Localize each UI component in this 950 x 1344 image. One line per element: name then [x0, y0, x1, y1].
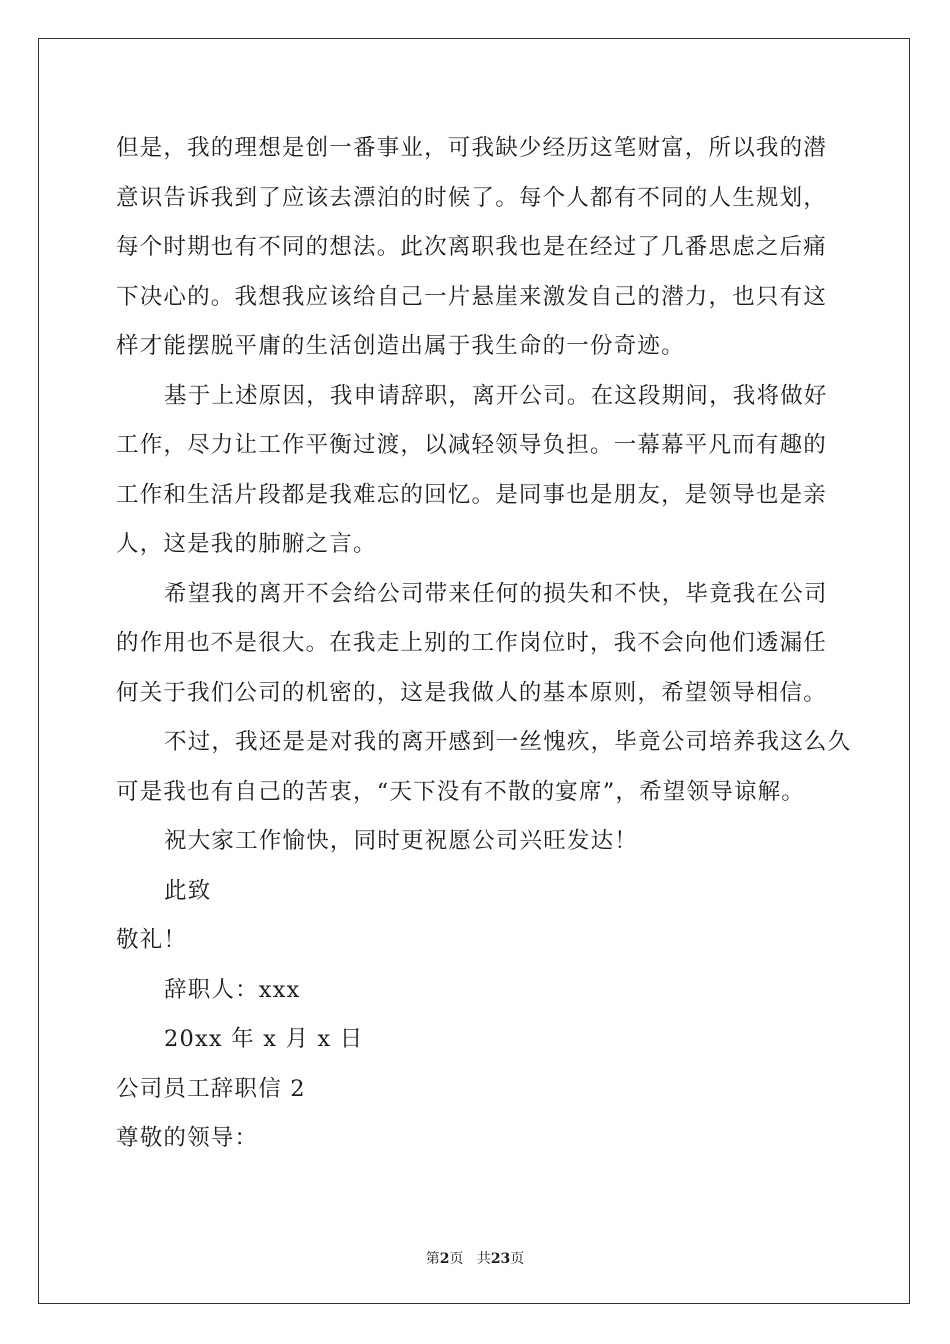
- text-line: 工作，尽力让工作平衡过渡，以减轻领导负担。一幕幕平凡而有趣的: [116, 432, 828, 458]
- text-line: 何关于我们公司的机密的，这是我做人的基本原则，希望领导相信。: [116, 679, 828, 706]
- salutation-closing: 此致: [164, 877, 212, 904]
- text-line: 工作和生活片段都是我难忘的回忆。是同事也是朋友，是领导也是亲: [116, 481, 828, 508]
- footer-prefix: 第: [425, 1251, 440, 1267]
- footer-total-suffix: 页: [510, 1251, 525, 1267]
- footer-page-word: 页: [449, 1251, 464, 1267]
- text-line: 人，这是我的肺腑之言。: [116, 531, 377, 557]
- salutation-regards: 敬礼！: [116, 927, 188, 953]
- paragraph-start: 不过，我还是是对我的离开感到一丝愧疚，毕竟公司培养我这么久: [164, 729, 852, 755]
- document-body: [116, 124, 852, 1164]
- total-page-count: 23: [490, 1251, 511, 1267]
- footer-total-prefix: 共: [476, 1251, 491, 1267]
- paragraph-start: 希望我的离开不会给公司带来任何的损失和不快，毕竟我在公司: [164, 580, 828, 607]
- closing-wish: 祝大家工作愉快，同时更祝愿公司兴旺发达！: [164, 828, 639, 854]
- text-line: 每个时期也有不同的想法。此次离职我也是在经过了几番思虑之后痛: [116, 234, 828, 260]
- paragraph-start: 基于上述原因，我申请辞职，离开公司。在这段期间，我将做好: [164, 382, 828, 409]
- text-line: 的作用也不是很大。在我走上别的工作岗位时，我不会向他们透漏任: [116, 630, 828, 656]
- current-page-number: 2: [439, 1251, 450, 1267]
- section-title: 公司员工辞职信 2: [116, 1075, 306, 1102]
- letter-greeting: 尊敬的领导：: [116, 1125, 259, 1151]
- page-footer: [0, 1248, 950, 1268]
- signature-name: 辞职人：xxx: [164, 976, 301, 1003]
- text-line: 可是我也有自己的苦衷，“天下没有不散的宴席”，希望领导谅解。: [116, 778, 806, 805]
- text-line: 但是，我的理想是创一番事业，可我缺少经历这笔财富，所以我的潜: [116, 135, 828, 161]
- signature-date: 20xx 年 x 月 x 日: [164, 1026, 364, 1052]
- text-line: 下决心的。我想我应该给自己一片悬崖来激发自己的潜力，也只有这: [116, 283, 828, 310]
- text-line: 意识告诉我到了应该去漂泊的时候了。每个人都有不同的人生规划，: [116, 184, 828, 211]
- text-line: 样才能摆脱平庸的生活创造出属于我生命的一份奇迹。: [116, 333, 685, 359]
